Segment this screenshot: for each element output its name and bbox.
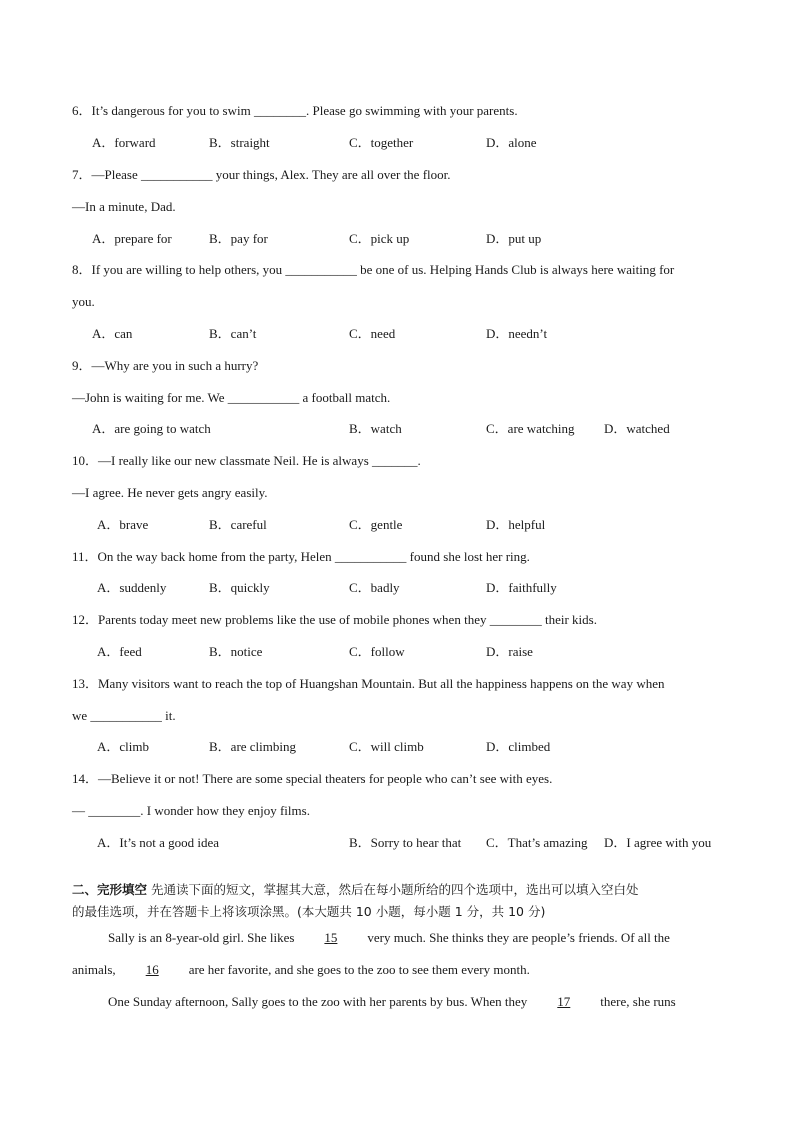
option-c: C．badly xyxy=(349,580,400,595)
question-6-options xyxy=(0,135,793,151)
option-a: A．It’s not a good idea xyxy=(97,835,220,850)
question-8: 8．If you are willing to help others, you ___________ be one of us. Helping Hands Club is always here waiting for xyxy=(72,262,675,277)
question-12-options xyxy=(0,644,793,660)
option-d: D．helpful xyxy=(486,517,546,532)
option-a: A．can xyxy=(92,326,133,341)
question-12: 12．Parents today meet new problems like the use of mobile phones when they ________ their kids. xyxy=(72,612,597,627)
option-d: D．raise xyxy=(486,644,533,659)
option-a: A．brave xyxy=(97,517,149,532)
section-heading xyxy=(72,879,722,923)
option-a: A．prepare for xyxy=(92,231,172,246)
passage-line-2: animals, 16 are her favorite, and she goes to the zoo to see them every month. xyxy=(72,962,530,977)
option-d: D．faithfully xyxy=(486,580,557,595)
question-14-reply: — ________. I wonder how they enjoy films. xyxy=(72,803,310,818)
option-c: C．together xyxy=(349,135,414,150)
option-c: C．will climb xyxy=(349,739,424,754)
question-7-options xyxy=(0,231,793,247)
question-10-options xyxy=(0,517,793,533)
blank-15: 15 xyxy=(324,930,338,945)
question-6: 6．It’s dangerous for you to swim ________. Please go swimming with your parents. xyxy=(72,103,518,118)
option-c: C．are watching xyxy=(486,421,575,436)
option-b: B．can’t xyxy=(209,326,257,341)
question-11-options xyxy=(0,580,793,596)
option-b: B．watch xyxy=(349,421,402,436)
question-11: 11．On the way back home from the party, Helen ___________ found she lost her ring. xyxy=(72,549,530,564)
passage-line-3: One Sunday afternoon, Sally goes to the zoo with her parents by bus. When they 17 there, she runs xyxy=(108,994,676,1009)
question-8-options xyxy=(0,326,793,342)
question-9-reply: —John is waiting for me. We ___________ a football match. xyxy=(72,390,391,405)
option-d: D．climbed xyxy=(486,739,551,754)
option-d: D．needn’t xyxy=(486,326,548,341)
option-b: B．pay for xyxy=(209,231,268,246)
section-heading-line-1 xyxy=(72,879,722,901)
option-b: B．are climbing xyxy=(209,739,297,754)
option-c: C．pick up xyxy=(349,231,410,246)
question-10-reply: —I agree. He never gets angry easily. xyxy=(72,485,268,500)
option-d: D．put up xyxy=(486,231,542,246)
option-a: A．forward xyxy=(92,135,156,150)
section-instructions: 先通读下面的短文，掌握其大意，然后在每小题所给的四个选项中，选出可以填入空白处 xyxy=(147,882,639,897)
question-9: 9．—Why are you in such a hurry? xyxy=(72,358,259,373)
option-a: A．suddenly xyxy=(97,580,167,595)
question-7-reply: —In a minute, Dad. xyxy=(72,199,176,214)
option-a: A．climb xyxy=(97,739,149,754)
option-b: B．quickly xyxy=(209,580,270,595)
question-14: 14．—Believe it or not! There are some special theaters for people who can’t see with eyes. xyxy=(72,771,553,786)
option-c: C．That’s amazing xyxy=(486,835,588,850)
question-7: 7．—Please ___________ your things, Alex. They are all over the floor. xyxy=(72,167,451,182)
section-title: 二、完形填空 xyxy=(72,882,148,897)
option-d: D．watched xyxy=(604,421,670,436)
option-b: B．careful xyxy=(209,517,267,532)
question-8-cont: you. xyxy=(72,294,95,309)
option-a: A．feed xyxy=(97,644,142,659)
option-d: D．alone xyxy=(486,135,537,150)
option-b: B．straight xyxy=(209,135,270,150)
blank-17: 17 xyxy=(557,994,571,1009)
option-b: B．Sorry to hear that xyxy=(349,835,462,850)
question-9-options xyxy=(0,421,793,437)
option-b: B．notice xyxy=(209,644,263,659)
option-c: C．follow xyxy=(349,644,405,659)
option-d: D．I agree with you xyxy=(604,835,712,850)
question-10: 10．—I really like our new classmate Neil. He is always _______. xyxy=(72,453,421,468)
option-a: A．are going to watch xyxy=(92,421,211,436)
question-13-cont: we ___________ it. xyxy=(72,708,176,723)
option-c: C．need xyxy=(349,326,396,341)
question-14-options xyxy=(0,835,793,851)
question-13: 13．Many visitors want to reach the top of Huangshan Mountain. But all the happiness happens on the way when xyxy=(72,676,665,691)
option-c: C．gentle xyxy=(349,517,403,532)
question-13-options xyxy=(0,739,793,755)
passage-line-1: Sally is an 8-year-old girl. She likes 15 very much. She thinks they are people’s friends. Of all the xyxy=(108,930,670,945)
blank-16: 16 xyxy=(145,962,159,977)
section-heading-line-2: 的最佳选项，并在答题卡上将该项涂黑。(本大题共 10 小题，每小题 1 分，共 10 分) xyxy=(72,904,546,919)
